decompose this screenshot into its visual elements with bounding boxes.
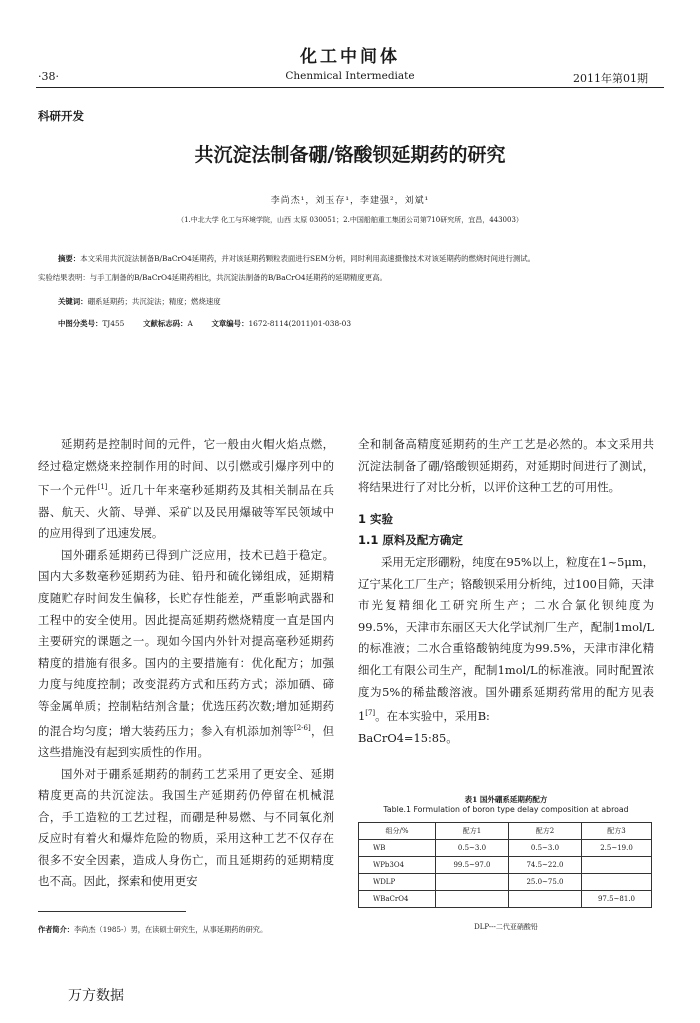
classification-line bbox=[58, 318, 658, 329]
left-p1-text-b: 。近几十年来毫秒延期药及其相关制品在兵器、航天、火箭、导弹、采矿以及民用爆破等军民领域中的应用得到了迅速发展。 bbox=[38, 482, 334, 541]
footnote-text: 李尚杰（1985-）男，在读硕士研究生，从事延期药的研究。 bbox=[73, 925, 268, 934]
left-p2-text-b: ，但这些措施没有起到实质性的作用。 bbox=[38, 723, 334, 759]
abstract-label: 摘要： bbox=[58, 254, 81, 263]
table-cell: 99.5~97.0 bbox=[436, 857, 509, 874]
table-row bbox=[359, 891, 652, 908]
right-paragraph-2c: BaCrO4=15:85。 bbox=[358, 730, 458, 745]
doc-code-label: 文献标志码： bbox=[143, 319, 188, 328]
table-cell bbox=[436, 874, 509, 891]
footnote-divider bbox=[38, 911, 186, 912]
table-caption-en: Table.1 Formulation of boron type delay composition at abroad bbox=[383, 805, 629, 814]
keywords-label: 关键词： bbox=[58, 297, 88, 306]
header-divider bbox=[36, 87, 664, 88]
left-p1-text: 延期药是控制时间的元件，它一般由火帽火焰点燃，经过稳定燃烧来控制作用的时间、以引燃或引爆序列中的下一个元件 bbox=[38, 437, 334, 497]
formulation-table bbox=[358, 822, 652, 908]
right-column bbox=[358, 434, 654, 749]
keywords-line bbox=[58, 296, 658, 307]
table-cell: WBaCrO4 bbox=[359, 891, 436, 908]
abstract-line-1 bbox=[58, 253, 658, 264]
table-cell: 0.5~3.0 bbox=[436, 840, 509, 857]
ref-7: [7] bbox=[365, 709, 376, 718]
heading-experiment: 1 实验 bbox=[358, 511, 394, 526]
table-cell: 0.5~3.0 bbox=[509, 840, 582, 857]
watermark-text: 万方数据 bbox=[68, 988, 124, 1004]
table-header-cell: 组分/% bbox=[359, 823, 436, 840]
right-paragraph-2 bbox=[358, 552, 654, 728]
section-label: 科研开发 bbox=[38, 109, 84, 123]
doc-code-value: A bbox=[187, 319, 193, 328]
table-cell: 2.5~19.0 bbox=[582, 840, 652, 857]
table-header-cell: 配方3 bbox=[582, 823, 652, 840]
table-header-cell: 配方1 bbox=[436, 823, 509, 840]
article-no-value: 1672-8114(2011)01-038-03 bbox=[248, 319, 352, 328]
table-cell bbox=[582, 874, 652, 891]
journal-title: 化工中间体 bbox=[300, 47, 400, 67]
ref-2-6: [2-6] bbox=[293, 723, 311, 732]
issue-label: 2011年第01期 bbox=[573, 72, 648, 85]
affiliations: （1.中北大学 化工与环境学院，山西 太原 030051；2.中国船舶重工集团公司第710研究所，宜昌，443003） bbox=[177, 216, 523, 224]
table-row bbox=[359, 840, 652, 857]
table-cell bbox=[582, 857, 652, 874]
table-cell bbox=[509, 891, 582, 908]
heading-materials: 1.1 原料及配方确定 bbox=[358, 533, 463, 548]
left-paragraph-3: 国外对于硼系延期药的制药工艺采用了更安全、延期精度更高的共沉淀法。我国生产延期药仍停留在机械混合，手工造粒的工艺过程，而硼是种易燃、与不同氧化剂反应时有着火和爆炸危险的物质，采用这种工艺不仅存在很多不安全因素，造成人身伤亡，而且延期药的延期精度也不高。因此，探索和使用更安 bbox=[38, 766, 334, 889]
table-cell bbox=[436, 891, 509, 908]
ref-1: [1] bbox=[97, 483, 108, 492]
table-cell: 97.5~81.0 bbox=[582, 891, 652, 908]
left-paragraph-1 bbox=[38, 434, 334, 545]
right-paragraph-1: 全和制备高精度延期药的生产工艺是必然的。本文采用共沉淀法制备了硼/铬酸钡延期药，对延期时间进行了测试，将结果进行了对比分析，以评价这种工艺的可用性。 bbox=[358, 437, 654, 495]
footnote-label: 作者简介： bbox=[38, 925, 74, 934]
keywords: 硼系延期药；共沉淀法；精度；燃烧速度 bbox=[87, 297, 221, 306]
left-column bbox=[38, 434, 334, 893]
left-paragraph-2 bbox=[38, 545, 334, 764]
table-cell: WB bbox=[359, 840, 436, 857]
clc-label: 中图分类号： bbox=[58, 319, 103, 328]
paper-title: 共沉淀法制备硼/铬酸钡延期药的研究 bbox=[194, 144, 506, 166]
table-header-cell: 配方2 bbox=[509, 823, 582, 840]
table-cell: 74.5~22.0 bbox=[509, 857, 582, 874]
clc-value: TJ455 bbox=[102, 319, 125, 328]
table-cell: 25.0~75.0 bbox=[509, 874, 582, 891]
table-row bbox=[359, 874, 652, 891]
abstract-line-2: 实验结果表明：与手工制备的B/BaCrO4延期药相比，共沉淀法制备的B/BaCrO4延期药的延期精度更高。 bbox=[38, 273, 387, 282]
table-cell: WPb3O4 bbox=[359, 857, 436, 874]
article-no-label: 文章编号： bbox=[211, 319, 249, 328]
table-cell: WDLP bbox=[359, 874, 436, 891]
right-p2-text-b: 。在本实验中，采用B: bbox=[375, 708, 490, 723]
table-header-row bbox=[359, 823, 652, 840]
abstract-text-1: 本文采用共沉淀法制备B/BaCrO4延期药，并对该延期药颗粒表面进行SEM分析，同时利用高速摄像技术对该延期药的燃烧时间进行测试。 bbox=[80, 254, 536, 263]
table-note: DLP---二代亚硝酸铅 bbox=[474, 923, 538, 931]
left-p2-text: 国外硼系延期药已得到广泛应用，技术已趋于稳定。国内大多数毫秒延期药为硅、铅丹和硫化锑组成，延期精度随贮存时间发生偏移，长贮存性能差，严重影响武器和工程中的安全使用。因此提高延期药燃烧精度一直是国内主要研究的课题之一。现如今国内外针对提高毫秒延期药精度的措施有很多。国内的主要措施有：优化配方；加强力度与纯度控制；改变混药方式和压药方式；添加硒、碲等金属单质；控制粘结剂含量；优选压药次数;增加延期药的混合均匀度；增大装药压力；参入有机添加剂等 bbox=[38, 547, 334, 738]
table-row bbox=[359, 857, 652, 874]
table-caption-cn: 表1 国外硼系延期药配方 bbox=[464, 795, 548, 804]
journal-name-en: Chenmical Intermediate bbox=[285, 70, 415, 82]
right-p2-text: 采用无定形硼粉，纯度在95%以上，粒度在1~5μm，辽宁某化工厂生产；铬酸钡采用分析纯，过100目筛，天津市光复精细化工研究所生产；二水合氯化钡纯度为99.5%，天津市东丽区天大化学试剂厂生产，配制1mol/L的标准液；二水合重铬酸钠纯度为99.5%，天津市津化精细化工有限公司生产，配制1mol/L的标准液。同时配置浓度为5%的稀盐酸溶液。国外硼系延期药常用的配方见表1 bbox=[358, 554, 654, 723]
author-footnote bbox=[38, 925, 267, 935]
page-number: ·38· bbox=[38, 70, 59, 83]
authors: 李尚杰¹，刘玉存¹，李建强²，刘斌¹ bbox=[270, 196, 430, 206]
